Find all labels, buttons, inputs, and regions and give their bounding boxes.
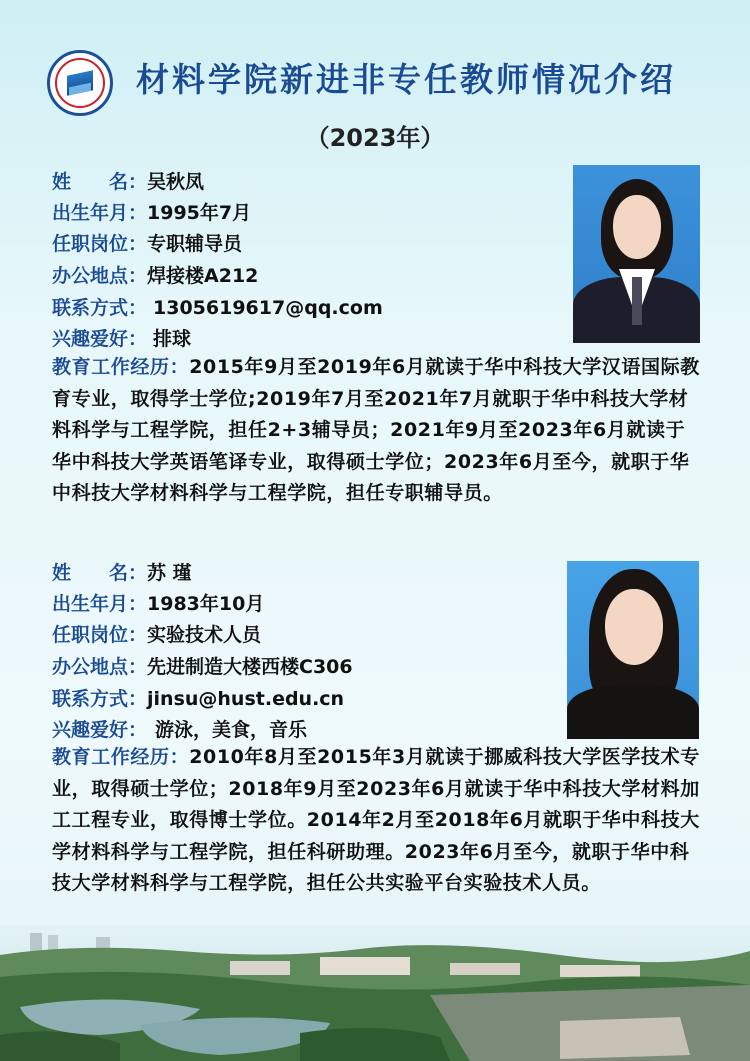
teacher-photo [567,561,699,739]
teacher-photo [573,165,700,343]
post-row: 任职岗位：专职辅导员 [52,233,243,255]
hobby-row: 兴趣爱好： 排球 [52,328,192,350]
campus-scenery [0,925,750,1061]
hobby-row: 兴趣爱好： 游泳，美食，音乐 [52,719,308,741]
contact-row: 联系方式： 1305619617@qq.com [52,297,383,319]
name-row: 姓 名：苏 瑾 [52,562,192,584]
office-row: 办公地点：焊接楼A212 [52,265,259,287]
education-paragraph: 教育工作经历：2015年9月至2019年6月就读于华中科技大学汉语国际教育专业，取得学士学位;2019年7月至2021年7月就职于华中科技大学材料科学与工程学院，担任2+3辅导员；2021年9月至2023年6月就读于华中科技大学英语笔译专业，取得硕士学位；2023年6月至今，就职于华中科技大学材料科学与工程学院，担任专职辅导员。 [52,356,700,504]
school-logo [47,50,113,116]
page-title: 材料学院新进非专任教师情况介绍 [136,60,676,99]
office-row: 办公地点：先进制造大楼西楼C306 [52,656,353,678]
birth-row: 出生年月：1983年10月 [52,593,265,615]
year-subtitle: （2023年） [305,124,445,152]
name-row: 姓 名：吴秋凤 [52,171,205,193]
education-paragraph: 教育工作经历：2010年8月至2015年3月就读于挪威科技大学医学技术专业，取得硕士学位；2018年9月至2023年6月就读于华中科技大学材料加工工程专业，取得博士学位。2014年2月至2018年6月就职于华中科技大学材料科学与工程学院，担任科研助理。2023年6月至今，就职于华中科技大学材料科学与工程学院，担任公共实验平台实验技术人员。 [52,746,700,894]
contact-row: 联系方式：jinsu@hust.edu.cn [52,688,345,710]
birth-row: 出生年月：1995年7月 [52,202,252,224]
post-row: 任职岗位：实验技术人员 [52,624,262,646]
